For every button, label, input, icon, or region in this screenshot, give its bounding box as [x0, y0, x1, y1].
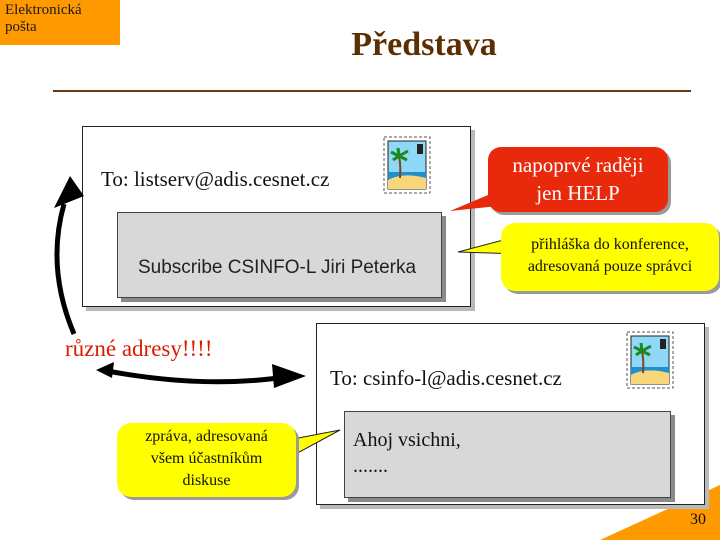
- message-line-greeting: Ahoj vsichni,: [353, 429, 461, 451]
- curved-arrow-up-icon: [40, 168, 90, 338]
- callout-help-line2: jen HELP: [536, 181, 620, 205]
- callout-help-tip: [488, 147, 668, 212]
- section-tag-line2: pošta: [5, 19, 37, 35]
- section-tag-line1: Elektronická: [5, 2, 82, 18]
- callout-message-line3: diskuse: [182, 472, 231, 489]
- recipient-address-listserv: To: listserv@adis.cesnet.cz: [101, 167, 330, 191]
- recipient-address-conference: To: csinfo-l@adis.cesnet.cz: [330, 366, 562, 390]
- callout-subscription-note: [501, 223, 719, 291]
- callout-subscription-line1: přihláška do konference,: [531, 236, 689, 253]
- message-text-subscribe: Subscribe CSINFO-L Jiri Peterka: [138, 257, 417, 278]
- callout-message-note: [117, 423, 296, 497]
- page-number: 30: [690, 511, 706, 528]
- different-addresses-label: různé adresy!!!!: [65, 336, 213, 361]
- callout-message-line2: všem účastníkům: [150, 450, 263, 467]
- callout-message-line1: zpráva, adresovaná: [145, 428, 268, 445]
- callout-subscription-line2: adresovaná pouze správci: [527, 258, 693, 275]
- callout-help-line1: napoprvé raději: [512, 153, 644, 177]
- slide-title: Představa: [351, 26, 497, 63]
- message-line-ellipsis: .......: [353, 455, 388, 477]
- double-headed-arrow-icon: [96, 360, 308, 394]
